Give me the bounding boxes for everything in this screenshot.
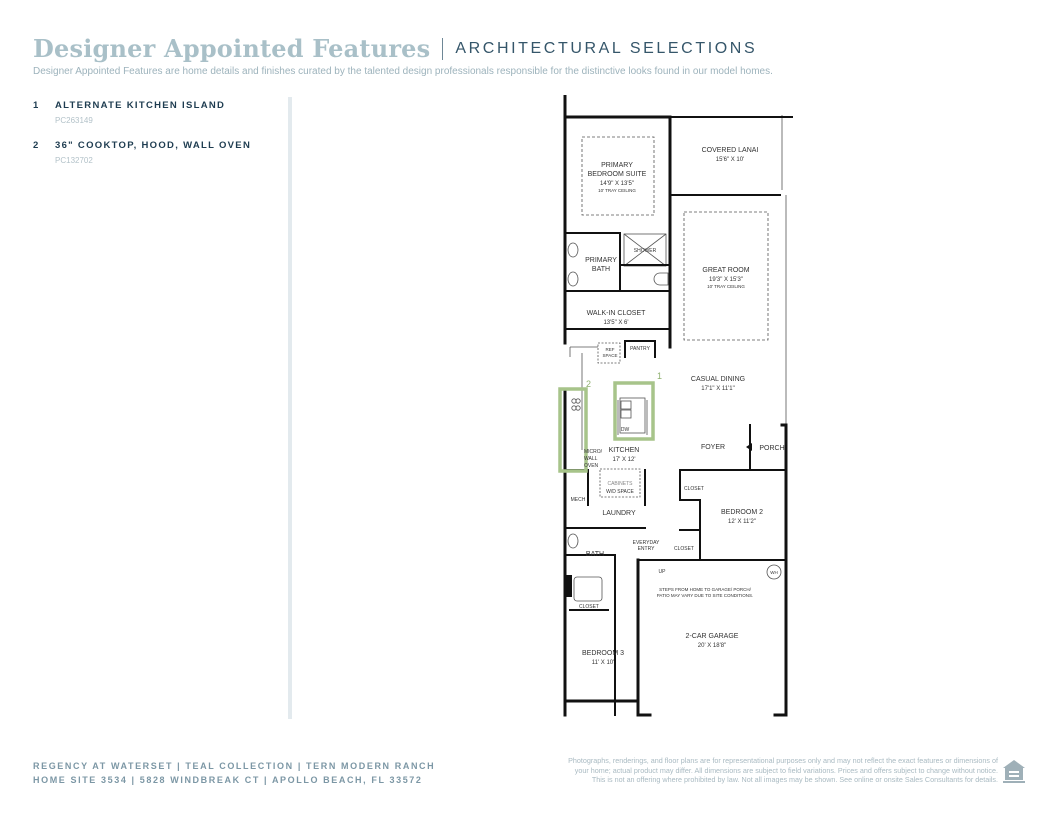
dw-label: DW bbox=[620, 427, 630, 433]
ref-space-label: REF bbox=[605, 347, 615, 352]
option-code: PC263149 bbox=[55, 116, 93, 125]
bath-label: BATH bbox=[585, 551, 605, 558]
options-list bbox=[33, 100, 283, 180]
island-sink-icon bbox=[621, 401, 631, 409]
casual-dining-size: 17'1" X 11'1" bbox=[701, 386, 735, 392]
bedroom-3-size: 11' X 10' bbox=[591, 660, 615, 666]
ref-space-label-2: SPACE bbox=[602, 353, 618, 358]
garage-note-line-1: STEPS FROM HOME TO GARAGE/ PORCH/ bbox=[659, 587, 751, 592]
primary-bedroom-label: PRIMARY bbox=[601, 162, 633, 169]
up-label: UP bbox=[658, 569, 666, 575]
primary-bath-label-2: BATH bbox=[591, 266, 611, 273]
bedroom-2-size: 12' X 11'2" bbox=[728, 519, 756, 525]
everyday-entry-label-2: ENTRY bbox=[637, 546, 655, 552]
great-room-tray-ceiling bbox=[684, 212, 768, 340]
option-name: 36" COOKTOP, HOOD, WALL OVEN bbox=[55, 140, 252, 151]
micro-label-3: OVEN bbox=[584, 463, 599, 469]
bedroom-2-label: BEDROOM 2 bbox=[720, 509, 764, 516]
great-room-size: 19'3" X 15'3" bbox=[709, 277, 743, 283]
option-number: 2 bbox=[33, 140, 40, 151]
footer-line-1: REGENCY AT WATERSET | TEAL COLLECTION | TERN MODERN RANCH bbox=[33, 761, 436, 771]
great-room-label: GREAT ROOM bbox=[702, 267, 750, 274]
foyer-label: FOYER bbox=[700, 444, 726, 451]
primary-bedroom-size: 14'9" X 13'5" bbox=[600, 181, 634, 187]
title-divider bbox=[442, 38, 443, 60]
kitchen-label: KITCHEN bbox=[608, 447, 640, 454]
footer-address bbox=[33, 759, 435, 787]
option-item bbox=[33, 100, 283, 125]
garage-note-line-2: PATIO MAY VARY DUE TO SITE CONDITIONS. bbox=[656, 593, 754, 598]
primary-bath-label: PRIMARY bbox=[585, 257, 617, 264]
wd-space-label: W/D SPACE bbox=[606, 489, 634, 495]
callout-1: 1 bbox=[657, 371, 663, 381]
sink-icon bbox=[568, 243, 578, 257]
option-number: 1 bbox=[33, 100, 40, 111]
disclaimer-line-2: your home; actual product may differ. All dimensions are subject to field variations. Prices and offers subject to change without notice. bbox=[574, 765, 998, 775]
bedroom-3-label: BEDROOM 3 bbox=[581, 650, 625, 657]
porch-label: PORCH bbox=[759, 445, 785, 452]
option-item bbox=[33, 140, 283, 165]
option-code: PC132702 bbox=[55, 156, 93, 165]
disclaimer-line-3: This is not an offering where prohibited by law. Not all images may be shown. See online or onsite Sales Consultants for details. bbox=[591, 775, 998, 784]
closet-label: CLOSET bbox=[683, 486, 705, 492]
garage-label: 2-CAR GARAGE bbox=[685, 633, 739, 640]
tub-wall bbox=[564, 575, 572, 597]
callout-2: 2 bbox=[586, 379, 592, 389]
mech-label: MECH bbox=[570, 497, 586, 503]
micro-label-2: WALL bbox=[584, 456, 598, 462]
walk-in-closet-label: WALK-IN CLOSET bbox=[586, 310, 646, 317]
cabinets-label: CABINETS bbox=[607, 481, 633, 487]
closet-label: CLOSET bbox=[578, 604, 600, 610]
laundry-label: LAUNDRY bbox=[602, 510, 636, 517]
toilet-icon bbox=[654, 273, 668, 285]
wh-label: WH bbox=[770, 570, 778, 575]
disclaimer-line-1: Photographs, renderings, and floor plans are for representational purposes only and may not reflect the exact features or dimensions of bbox=[568, 756, 998, 765]
sink-icon bbox=[568, 272, 578, 286]
casual-dining-label: CASUAL DINING bbox=[690, 376, 746, 383]
primary-bedroom-note: 10' TRAY CEILING bbox=[598, 188, 636, 193]
page-description: Designer Appointed Features are home details and finishes curated by the talented design professionals responsible for the distinctive looks found in our model homes. bbox=[33, 66, 773, 77]
closet-label: CLOSET bbox=[673, 546, 695, 552]
equal-housing-opportunity-icon bbox=[1001, 758, 1027, 784]
option-name: ALTERNATE KITCHEN ISLAND bbox=[55, 100, 226, 111]
walk-in-closet-size: 13'5" X 6' bbox=[603, 320, 629, 326]
pantry-label: PANTRY bbox=[630, 346, 650, 352]
vertical-divider bbox=[288, 97, 292, 719]
everyday-entry-label: EVERYDAY bbox=[632, 540, 660, 546]
footer-line-2: HOME SITE 3534 | 5828 WINDBREAK CT | APOLLO BEACH, FL 33572 bbox=[33, 775, 423, 785]
shower-label: SHOWER bbox=[633, 248, 657, 254]
floor-plan bbox=[550, 95, 800, 725]
footer-disclaimer bbox=[508, 756, 998, 785]
page-header bbox=[33, 34, 757, 63]
covered-lanai-label: COVERED LANAI bbox=[701, 147, 759, 154]
page-subtitle: ARCHITECTURAL SELECTIONS bbox=[455, 39, 758, 57]
bath-sink-icon bbox=[568, 534, 578, 548]
bathtub bbox=[574, 577, 602, 601]
great-room-note: 10' TRAY CEILING bbox=[707, 284, 745, 289]
garage-size: 20' X 18'8" bbox=[697, 643, 727, 649]
covered-lanai-size: 15'6" X 10' bbox=[715, 157, 745, 163]
micro-label: MICRO/ bbox=[584, 449, 603, 455]
primary-bedroom-label-2: BEDROOM SUITE bbox=[587, 171, 647, 178]
page-title: Designer Appointed Features bbox=[33, 34, 431, 63]
kitchen-size: 17' X 12' bbox=[612, 457, 636, 463]
